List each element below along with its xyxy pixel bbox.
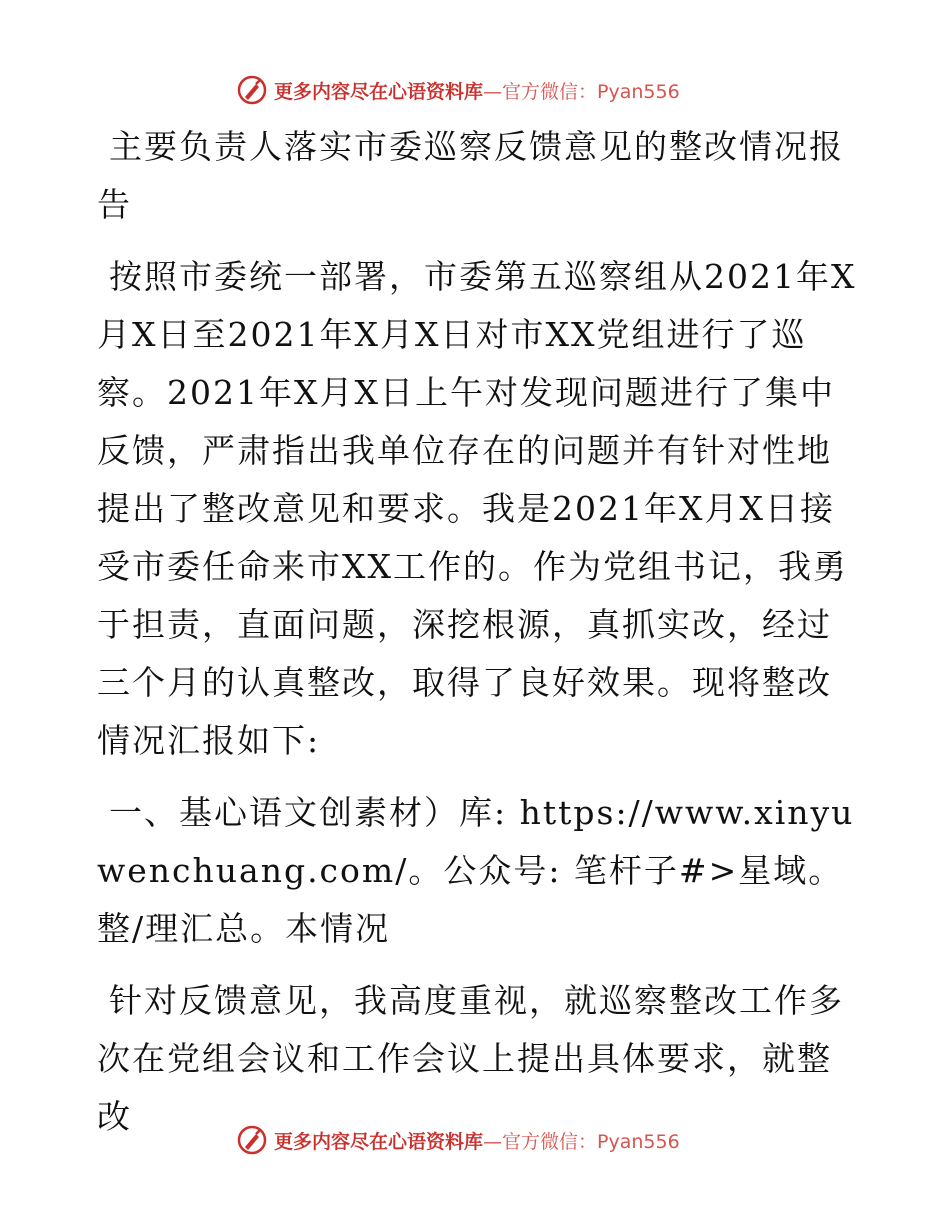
paragraph-2-text: 一、基心语文创素材）库: https://www.xinyuwenchuang.com/。公众号: 笔杆子#>星域。整/理汇总。本情况 [97,793,855,948]
paragraph-3 [97,972,857,1146]
watermark-sub: —官方微信：Pyan556 [483,80,680,103]
watermark-text [274,77,680,104]
paragraph-3-text: 针对反馈意见，我高度重视，就巡察整改工作多次在党组会议和工作会议上提出具体要求，就整改 [97,981,844,1136]
footer-watermark [236,1122,680,1158]
document-body [97,118,857,1160]
document-title-text: 主要负责人落实市委巡察反馈意见的整改情况报告 [97,127,844,224]
paragraph-1 [97,248,857,770]
paragraph-2 [97,784,857,958]
header-watermark [236,72,680,108]
watermark-text [274,1127,680,1154]
pen-logo-icon [236,1124,268,1156]
paragraph-1-text: 按照市委统一部署，市委第五巡察组从2021年X月X日至2021年X月X日对市XX党组进行了巡察。2021年X月X日上午对发现问题进行了集中反馈，严肃指出我单位存在的问题并有针对性地提出了整改意见和要求。我是2021年X月X日接受市委任命来市XX工作的。作为党组书记，我勇于担责，直面问题，深挖根源，真抓实改，经过三个月的认真整改，取得了良好效果。现将整改情况汇报如下: [97,257,857,760]
watermark-main: 更多内容尽在心语资料库 [274,1130,484,1153]
document-title [97,118,857,234]
watermark-sub: —官方微信：Pyan556 [483,1130,680,1153]
pen-logo-icon [236,74,268,106]
watermark-main: 更多内容尽在心语资料库 [274,80,484,103]
